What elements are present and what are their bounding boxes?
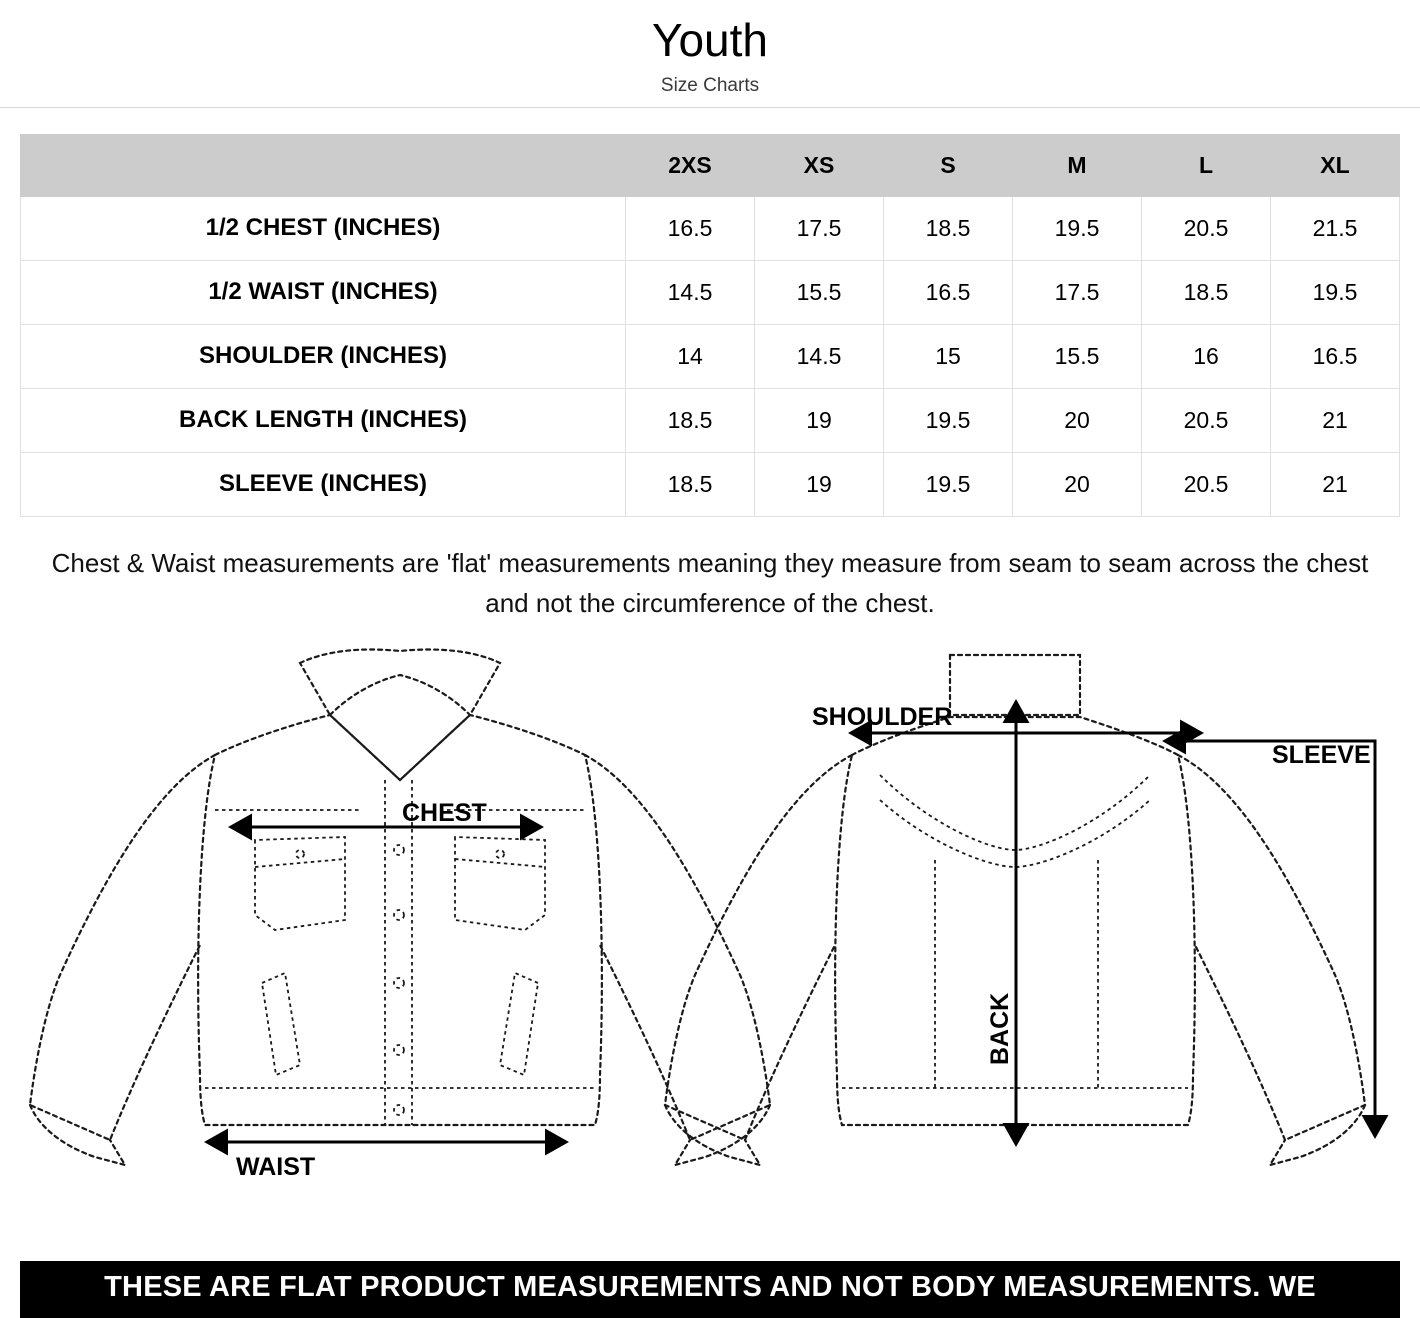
chest-label: CHEST xyxy=(402,799,487,828)
size-table-body xyxy=(21,196,1400,516)
cell-back-length-xl: 21 xyxy=(1271,388,1400,452)
cell-half-waist-xl: 19.5 xyxy=(1271,260,1400,324)
cell-sleeve-2xs: 18.5 xyxy=(626,452,755,516)
cell-half-chest-xl: 21.5 xyxy=(1271,196,1400,260)
cell-half-chest-s: 18.5 xyxy=(884,196,1013,260)
cell-back-length-s: 19.5 xyxy=(884,388,1013,452)
cell-half-waist-s: 16.5 xyxy=(884,260,1013,324)
flat-measurement-banner: THESE ARE FLAT PRODUCT MEASUREMENTS AND NOT BODY MEASUREMENTS. WE xyxy=(20,1261,1400,1318)
back-jacket-illustration xyxy=(665,655,1375,1165)
page-subtitle: Size Charts xyxy=(660,74,760,96)
size-table xyxy=(20,134,1400,517)
row-label-back-length: BACK LENGTH (INCHES) xyxy=(21,388,626,452)
cell-half-waist-2xs: 14.5 xyxy=(626,260,755,324)
cell-sleeve-l: 20.5 xyxy=(1142,452,1271,516)
cell-shoulder-l: 16 xyxy=(1142,324,1271,388)
cell-half-waist-m: 17.5 xyxy=(1013,260,1142,324)
cell-shoulder-xs: 14.5 xyxy=(755,324,884,388)
column-header-xs: XS xyxy=(755,134,884,196)
cell-sleeve-xs: 19 xyxy=(755,452,884,516)
measurement-note: Chest & Waist measurements are 'flat' measurements meaning they measure from seam to seam across the chest and not the circumference of the chest. xyxy=(51,547,1369,619)
table-row xyxy=(21,196,1400,260)
cell-shoulder-2xs: 14 xyxy=(626,324,755,388)
page-header xyxy=(0,0,1420,108)
table-header-row xyxy=(21,134,1400,196)
cell-back-length-2xs: 18.5 xyxy=(626,388,755,452)
table-row xyxy=(21,324,1400,388)
page-title: Youth xyxy=(652,14,768,66)
garment-diagram xyxy=(0,645,1420,1205)
sleeve-label: SLEEVE xyxy=(1272,741,1371,770)
size-table-wrap xyxy=(0,108,1420,517)
cell-shoulder-xl: 16.5 xyxy=(1271,324,1400,388)
row-label-sleeve: SLEEVE (INCHES) xyxy=(21,452,626,516)
cell-back-length-m: 20 xyxy=(1013,388,1142,452)
column-header-l: L xyxy=(1142,134,1271,196)
cell-back-length-xs: 19 xyxy=(755,388,884,452)
cell-shoulder-s: 15 xyxy=(884,324,1013,388)
size-table-head xyxy=(21,134,1400,196)
cell-half-chest-l: 20.5 xyxy=(1142,196,1271,260)
row-label-shoulder: SHOULDER (INCHES) xyxy=(21,324,626,388)
cell-sleeve-m: 20 xyxy=(1013,452,1142,516)
row-label-half-waist: 1/2 WAIST (INCHES) xyxy=(21,260,626,324)
table-corner-cell xyxy=(21,134,626,196)
cell-half-waist-l: 18.5 xyxy=(1142,260,1271,324)
column-header-m: M xyxy=(1013,134,1142,196)
cell-back-length-l: 20.5 xyxy=(1142,388,1271,452)
shoulder-label: SHOULDER xyxy=(812,703,953,732)
back-length-label: BACK xyxy=(986,993,1014,1066)
cell-shoulder-m: 15.5 xyxy=(1013,324,1142,388)
row-label-half-chest: 1/2 CHEST (INCHES) xyxy=(21,196,626,260)
table-row xyxy=(21,388,1400,452)
cell-half-chest-m: 19.5 xyxy=(1013,196,1142,260)
cell-half-waist-xs: 15.5 xyxy=(755,260,884,324)
waist-label: WAIST xyxy=(236,1153,316,1182)
table-row xyxy=(21,260,1400,324)
cell-sleeve-xl: 21 xyxy=(1271,452,1400,516)
front-jacket-illustration xyxy=(30,650,770,1182)
column-header-xl: XL xyxy=(1271,134,1400,196)
cell-half-chest-xs: 17.5 xyxy=(755,196,884,260)
table-row xyxy=(21,452,1400,516)
cell-sleeve-s: 19.5 xyxy=(884,452,1013,516)
cell-half-chest-2xs: 16.5 xyxy=(626,196,755,260)
column-header-s: S xyxy=(884,134,1013,196)
column-header-2xs: 2XS xyxy=(626,134,755,196)
